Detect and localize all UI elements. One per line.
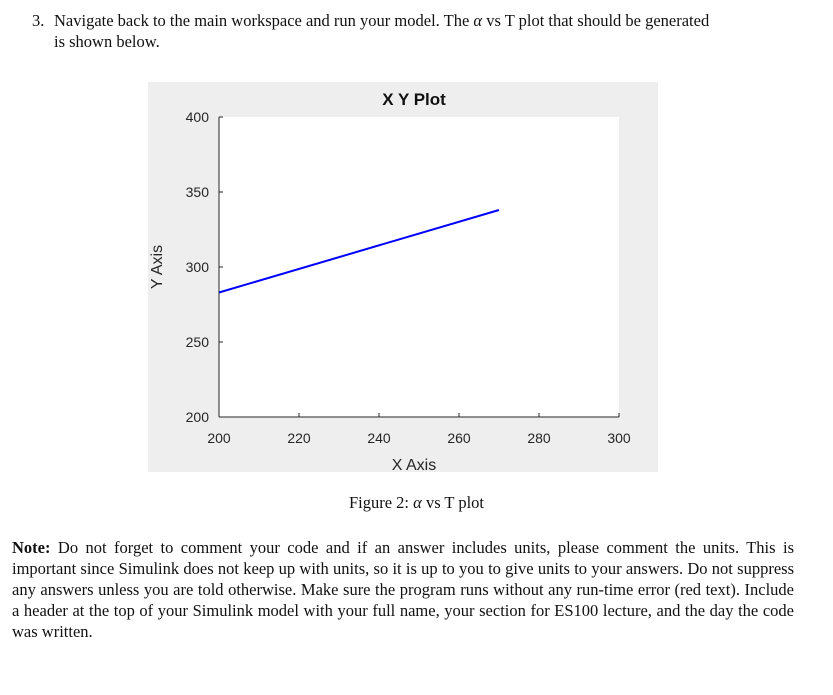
- note-label: Note:: [12, 538, 51, 557]
- plot-area: [219, 117, 619, 417]
- xy-plot: [148, 82, 658, 472]
- y-tick-label: 400: [185, 109, 209, 125]
- question-line1-start: Navigate back to the main workspace and run your model. The: [54, 11, 474, 30]
- x-tick-label: 300: [607, 430, 631, 446]
- question-line1-end: vs T plot that should be generated: [482, 11, 710, 30]
- question-text: [32, 10, 812, 52]
- caption-alpha: α: [413, 493, 422, 512]
- figure-panel: [148, 82, 658, 472]
- y-axis-label: Y Axis: [149, 244, 166, 290]
- question-line-1: [32, 10, 812, 31]
- y-tick-label: 250: [185, 334, 209, 350]
- caption-suffix: vs T plot: [421, 493, 485, 512]
- note-paragraph: [12, 537, 794, 642]
- x-tick-label: 240: [367, 430, 391, 446]
- question-line-2: is shown below.: [54, 32, 160, 51]
- x-tick-label: 220: [287, 430, 311, 446]
- question-number: 3.: [32, 11, 45, 30]
- x-axis-label: X Axis: [391, 457, 437, 472]
- note-text: Do not forget to comment your code and if an answer includes units, please comment the units. This is important since Simulink does not keep up with units, so it is up to you to give units to your answers. Do not suppress any answers unless you are told otherwise. Make sure the program runs without any run-time error (red text). Include a header at the top of your Simulink model with your full name, your section for ES100 lecture, and the day the code was written.: [12, 538, 794, 641]
- y-tick-label: 200: [185, 409, 209, 425]
- y-tick-label: 300: [185, 259, 209, 275]
- x-tick-label: 200: [207, 430, 231, 446]
- chart-title: X Y Plot: [382, 90, 446, 109]
- alpha-symbol: α: [473, 11, 483, 30]
- figure-caption: [0, 493, 833, 513]
- x-tick-label: 260: [447, 430, 471, 446]
- caption-prefix: Figure 2:: [348, 493, 414, 512]
- y-tick-label: 350: [185, 184, 209, 200]
- x-tick-label: 280: [527, 430, 551, 446]
